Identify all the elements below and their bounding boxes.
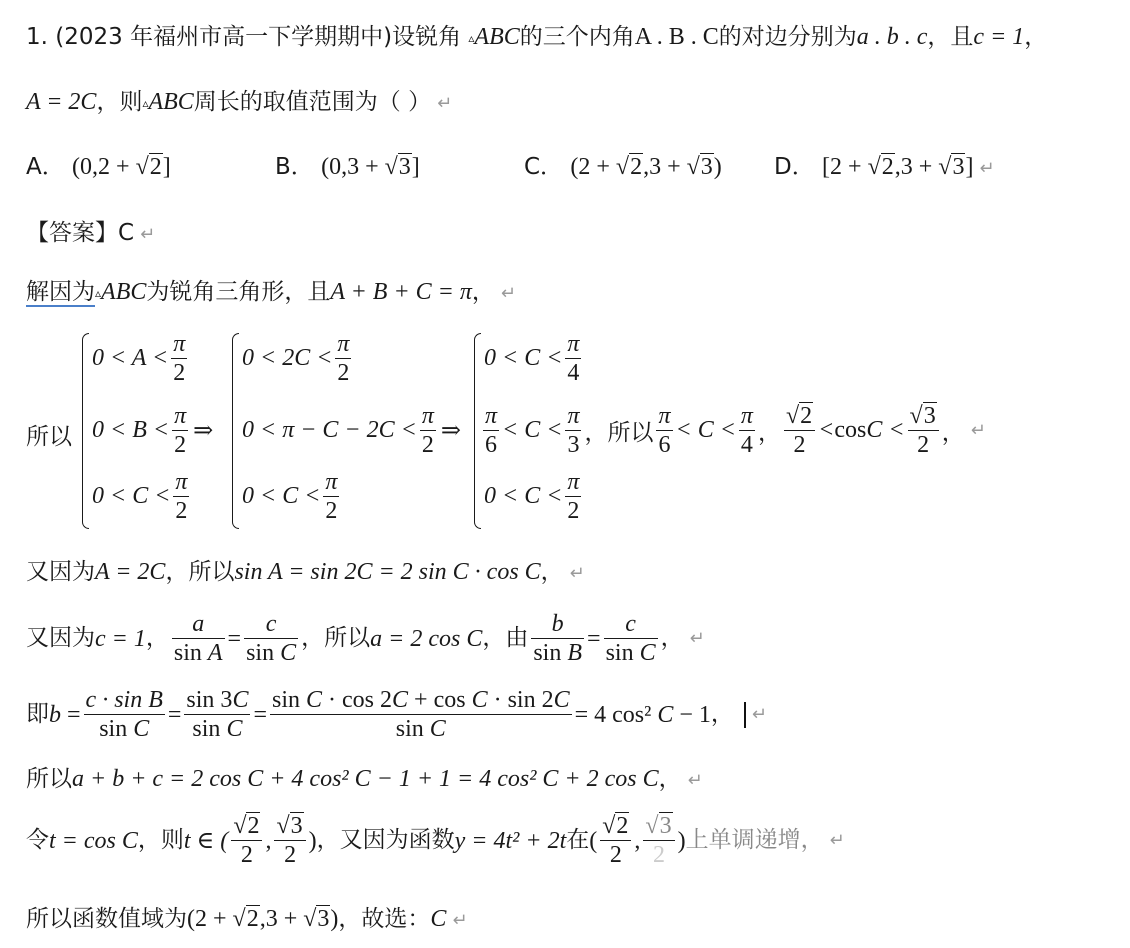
triangle-icon: ▵: [95, 286, 102, 300]
triangle-name: ABC: [101, 279, 147, 305]
question-text: ，且: [927, 24, 974, 50]
question-text: 周长的取值范围为（ ）: [193, 89, 432, 115]
option-d-math: [2 + √2,3 + √3]: [822, 154, 974, 180]
solution-text: 令: [26, 827, 49, 853]
perimeter-math: a + b + c = 2 cos C + 4 cos² C − 1 + 1 = 4 cos² C + 2 cos C: [72, 766, 659, 792]
condition-math: A = 2C: [26, 89, 97, 115]
fraction: $\frac{\text{c · sin B}}{\text{sin C}}$: [85, 687, 163, 742]
option-c-math: (2 + √2,3 + √3): [570, 154, 722, 180]
option-a-math: (0,2 + √2]: [72, 154, 171, 180]
final-choice: C: [430, 906, 447, 932]
side-a-math: a = 2 cos C: [370, 625, 483, 652]
angles-text: A . B . C: [634, 24, 719, 50]
solution-text: 又因为: [26, 559, 95, 585]
condition-math: c = 1: [973, 24, 1025, 50]
triangle-icon: ▵: [142, 96, 149, 110]
return-mark-icon: ↵: [751, 703, 767, 725]
solution-text: 在: [566, 827, 590, 853]
answer-value: C: [118, 220, 135, 246]
solution-text: 所以: [26, 766, 72, 792]
question-number: 1.: [26, 24, 48, 50]
triangle-name: ABC: [148, 89, 194, 115]
solution-line-7: 令 t = cos C ，则 t ∈ ( $\frac{√2}{2}$ , $\frac{√3}{2}$ ) ，又因为函数 y = 4t² + 2t 在 ( $\frac{√2}{2}$ , $\frac{√3}{2}$ ) 上单调递增， ↵: [26, 813, 845, 868]
option-b-label: B．: [275, 154, 314, 180]
solution-text: ，: [660, 625, 684, 651]
question-text: 设锐角: [392, 24, 462, 50]
solution-text: ，: [658, 766, 682, 792]
return-mark-icon: ↵: [970, 420, 986, 441]
solution-text: ，由: [482, 625, 529, 651]
brace-icon: [232, 333, 239, 529]
solution-text: ，所以: [165, 559, 235, 585]
system-1-row-2: 0 < B < $\frac{\pi}{2}$ ⇒: [92, 403, 214, 458]
fraction: $\frac{c}{\text{sin C}}$: [246, 611, 297, 666]
solution-line-5: 即 b = $\frac{\text{c · sin B}}{\text{sin C}}$ = $\frac{\sin 3C}{\text{sin C}}$ = $\frac{\text{sin C · cos 2C + cos C · sin 2C}}{\text{sin C}}$ = 4 cos² C − 1 ， ↵: [26, 687, 767, 742]
solution-text: ，则: [137, 827, 184, 853]
triangle-icon: ▵: [468, 31, 475, 45]
fraction: $\frac{\sin 3C}{\text{sin C}}$: [186, 687, 249, 742]
angle-sum-math: A + B + C = π: [330, 279, 472, 305]
question-source: (2023 年福州市高一下学期期中): [55, 24, 393, 50]
return-mark-icon: ↵: [569, 563, 585, 584]
fraction: $\frac{√2}{2}$: [600, 812, 631, 869]
return-mark-icon: ↵: [500, 283, 516, 304]
fraction: $\frac{√2}{2}$: [231, 812, 262, 869]
return-mark-icon: ↵: [437, 93, 453, 114]
substitution-math: t = cos C: [49, 827, 138, 854]
question-line-2: [26, 90, 452, 114]
solution-line-3: [26, 560, 585, 584]
system-3-row-2: $\frac{\pi}{6}$ < C < $\frac{\pi}{3}$ ，所以 $\frac{\pi}{6}$ < C < $\frac{\pi}{4}$ ， $\frac{√2}{2}$ < cos C < $\frac{√3}{2}$ ， ↵: [485, 403, 986, 458]
option-c-label: C．: [524, 154, 564, 180]
solution-text: ，又因为函数: [316, 827, 455, 853]
option-d-label: D．: [774, 154, 815, 180]
condition-math: c = 1: [95, 625, 146, 652]
sides-text: a . b . c: [856, 24, 928, 50]
option-a: [26, 155, 171, 179]
fraction: $\frac{\text{sin C · cos 2C + cos C · sin 2C}}{\text{sin C}}$: [272, 687, 570, 742]
option-a-label: A．: [26, 154, 65, 180]
return-mark-icon: ↵: [979, 158, 995, 179]
return-mark-icon: ↵: [452, 910, 468, 931]
fraction: $\frac{√3}{2}$: [643, 812, 674, 869]
solution-text: ，所以: [301, 625, 371, 651]
system-1-row-3: 0 < C < $\frac{\pi}{2}$: [92, 469, 188, 524]
fraction: $\frac{√3}{2}$: [274, 812, 305, 869]
solution-text: ，: [540, 559, 564, 585]
inequality-systems: [26, 330, 1126, 530]
brace-icon: [82, 333, 89, 529]
solution-text: 上单调递增，: [685, 827, 824, 853]
range-math: (2 + √2,3 + √3): [187, 906, 339, 932]
sine-identity-math: sin A = sin 2C = 2 sin C · cos C: [234, 559, 541, 585]
system-2-row-2: 0 < π − C − 2C < $\frac{\pi}{2}$ ⇒: [242, 403, 461, 458]
system-2-row-1: 0 < 2C < $\frac{\pi}{2}$: [242, 331, 350, 386]
fraction: $\frac{c}{\text{sin C}}$: [605, 611, 656, 666]
triangle-name: ABC: [474, 24, 520, 50]
return-mark-icon: ↵: [140, 224, 156, 245]
answer-line: [26, 222, 155, 245]
system-2-row-3: 0 < C < $\frac{\pi}{2}$: [242, 469, 338, 524]
solution-text: 所以: [26, 424, 72, 450]
answer-label: 【答案】: [26, 220, 118, 246]
condition-math: A = 2C: [95, 559, 166, 585]
system-1-row-1: 0 < A < $\frac{\pi}{2}$: [92, 331, 186, 386]
solution-intro: 解因为: [26, 279, 95, 305]
solution-line-1: [26, 280, 516, 304]
solution-text: ，: [471, 279, 495, 305]
fraction: $\frac{a}{\text{sin A}}$: [173, 611, 223, 666]
solution-text: ，所以: [584, 420, 654, 446]
solution-line-8: [26, 907, 468, 931]
solution-text: 又因为: [26, 625, 95, 651]
return-mark-icon: ↵: [687, 770, 703, 791]
option-b: [275, 155, 420, 179]
return-mark-icon: ↵: [829, 829, 845, 851]
solution-text: ，: [145, 625, 169, 651]
question-text: 的对边分别为: [718, 24, 857, 50]
solution-line-4: 又因为 c = 1 ， $\frac{a}{\text{sin A}}$ = $\frac{c}{\text{sin C}}$ ，所以 a = 2 cos C ，由 $\frac{b}{\text{sin B}}$ = $\frac{c}{\text{sin C}}$ ， ↵: [26, 611, 705, 666]
solution-line-6: [26, 767, 703, 791]
text-cursor: [744, 702, 746, 728]
system-3-row-3: 0 < C < $\frac{\pi}{2}$: [484, 469, 580, 524]
solution-text: 为锐角三角形，且: [146, 279, 331, 305]
option-d: [774, 155, 995, 179]
solution-text: 所以函数值域为: [26, 906, 187, 932]
solution-text: 即: [26, 701, 49, 727]
option-b-math: (0,3 + √3]: [321, 154, 420, 180]
option-c: [524, 155, 722, 179]
return-mark-icon: ↵: [689, 627, 705, 649]
solution-text: ，故选：: [338, 906, 431, 932]
fraction: $\frac{b}{\text{sin B}}$: [533, 611, 583, 666]
function-math: y = 4t² + 2t: [454, 827, 567, 854]
question-text: ，: [1024, 24, 1048, 50]
question-text: ，则: [96, 89, 143, 115]
question-line-1: [26, 25, 1047, 49]
question-text: 的三个内角: [519, 24, 635, 50]
system-3-row-1: 0 < C < $\frac{\pi}{4}$: [484, 331, 580, 386]
